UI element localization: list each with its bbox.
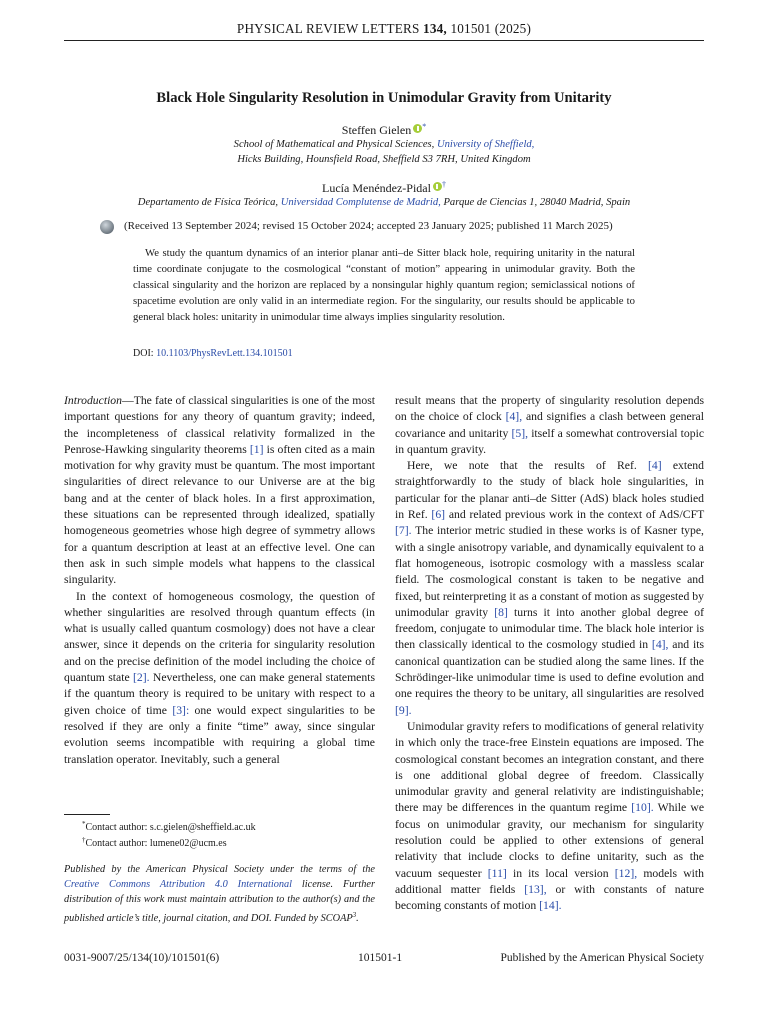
left-column	[64, 393, 375, 768]
reference-link[interactable]: [5],	[511, 426, 529, 440]
paragraph-text: —The fate of classical singularities is one of the most important questions for any theory of quantum gravity; indeed, the incompleteness of classical relativity formalized in the Penrose-Hawking singularity theorems	[64, 394, 375, 456]
right-column	[395, 393, 704, 915]
paragraph-text: While we focus on unimodular gravity, our mechanism for singularity resolution could be applied to other extensions of general relativity that include clocks to define unitarity, such as the vacuum sequester	[395, 801, 705, 880]
reference-link[interactable]: [14].	[539, 899, 562, 913]
article-number: 101501 (2025)	[450, 21, 532, 36]
paragraph-text: turns it into another global degree of freedom, conjugate to unimodular time. The black hole interior is then classically identical to the cosmology studied in	[395, 605, 705, 652]
paragraph-text: Unimodular gravity refers to modifications of general relativity in which only the trace-free Einstein equations are imposed. The cosmological constant becomes an integration constant, and there is one additional global degree of freedom. Classically unimodular gravity and general relativity are indistinguishable; there may be differences in the quantum regime	[395, 719, 704, 815]
author-1	[64, 122, 704, 138]
paragraph	[395, 393, 704, 458]
affiliation-link[interactable]: Universidad Complutense de Madrid,	[280, 197, 441, 208]
footnote-mark: †	[82, 836, 86, 844]
paragraph-text: In the context of homogeneous cosmology, the question of whether singularities are resolved through quantum effects (in what is usually called quantum cosmology) does not have a clear answer, since it depends on the criteria for singularity resolution and on the precise definition of the model including the choice of quantum state	[64, 589, 375, 685]
paragraph	[64, 589, 375, 768]
reference-link[interactable]: [3]:	[172, 703, 190, 717]
paragraph-text: and signifies a clash between general covariance and unitarity	[395, 410, 704, 440]
footnote-text: Contact author: s.c.gielen@sheffield.ac.uk	[85, 822, 256, 833]
crossmark-icon[interactable]	[100, 220, 114, 234]
paragraph-text: and its canonical quantization can be studied along the same lines. If the Schrödinger-like unimodular time is used to define evolution and one requires the theory to be unitary, all singularities are resolved	[395, 638, 704, 701]
publication-dates	[100, 218, 660, 238]
license-link[interactable]: Creative Commons Attribution 4.0 International	[64, 879, 293, 891]
reference-link[interactable]: [4]	[647, 459, 662, 473]
abstract: We study the quantum dynamics of an interior planar anti–de Sitter black hole, requiring unitarity in the natural time coordinate conjugate to the cosmological “constant of motion” appearing in unimodular gravity. Both the classical singularity and the horizon are replaced by a nonsingular highly quantum region; semiclassical notions of spacetime evolution are only valid in an intermediate region. For the singularity, our results should be applicable to general black holes: unitarity in unimodular time always implies singularity resolution.	[133, 247, 635, 323]
paragraph	[395, 719, 704, 915]
reference-link[interactable]: [6]	[431, 508, 446, 522]
affiliation-text: Departamento de Física Teórica,	[137, 197, 279, 208]
journal-volume: 134,	[423, 21, 447, 36]
paragraph-text: in its local version	[512, 866, 609, 880]
footnote-rule	[64, 814, 110, 815]
author-footnote-mark[interactable]: *	[422, 122, 427, 131]
doi-line	[133, 348, 293, 359]
reference-link[interactable]: [7].	[395, 524, 412, 538]
orcid-icon[interactable]	[413, 124, 422, 133]
paragraph-text: Nevertheless, one can make general statements if the quantum theory is required to be unitary with respect to a given choice of time	[64, 671, 375, 717]
author-footnote-mark[interactable]: †	[441, 180, 446, 189]
reference-link[interactable]: [12],	[614, 866, 638, 880]
journal-name: PHYSICAL REVIEW LETTERS	[236, 21, 420, 36]
paragraph	[395, 458, 704, 719]
paper-title: Black Hole Singularity Resolution in Unimodular Gravity from Unitarity	[156, 90, 612, 106]
author-name: Steffen Gielen	[341, 123, 412, 137]
paragraph-text: The interior metric studied in these works is of Kasner type, with a single anisotropy variable, and dynamically equivalent to a flat homogeneous, isotropic cosmology with a massless scalar field. The cosmological constant is taken to be negative and fixed, but reinterpreting it as a constant of motion as suggested by unimodular gravity	[395, 524, 704, 619]
reference-link[interactable]: [10].	[631, 801, 654, 815]
journal-header	[64, 21, 704, 37]
reference-link[interactable]: [4],	[505, 410, 523, 424]
affiliation-link[interactable]: University of Sheffield,	[436, 139, 535, 150]
paragraph-text: and related previous work in the context of AdS/CFT	[448, 508, 704, 522]
reference-link[interactable]: [11]	[487, 866, 507, 880]
affiliation-address: Hicks Building, Hounsfield Road, Sheffield S3 7RH, United Kingdom	[237, 154, 531, 165]
paragraph-text: or with constants of nature becoming constants of motion	[395, 882, 705, 913]
doi-label: DOI:	[133, 348, 154, 359]
license-text: license. Further distribution of this work must maintain attribution to the author(s) and the published article’s title, journal citation, and DOI. Funded by SCOAP	[64, 879, 375, 924]
paragraph-text: is often cited as a main motivation for why gravity must be quantum. The most important singularities of direct relevance to our Universe are at the big bang and at the center of black holes. In a first approximation, these situations can be represented through idealized, spatially homogeneous geometries whose high degree of symmetry allows for a quantum description at least at an effective level. One can then ask in such simple models what happens to the classical singularity.	[64, 442, 376, 587]
paragraph-text: one would expect singularities to be resolved if they are only a finite “time” away, since singular evolution seems incompatible with requiring a global time translation operator. Inevitably, such a general	[64, 703, 376, 766]
footer-publisher: Published by the American Physical Society	[500, 952, 704, 964]
affiliation-address: Parque de Ciencias 1, 28040 Madrid, Spain	[443, 197, 631, 208]
doi-link[interactable]: 10.1103/PhysRevLett.134.101501	[156, 348, 293, 359]
license-text: Published by the American Physical Society under the terms of the	[64, 864, 375, 875]
footnote-mark: *	[82, 820, 86, 828]
footnote-2	[82, 836, 227, 849]
footer-issn: 0031-9007/25/134(10)/101501(6)	[64, 952, 220, 964]
reference-link[interactable]: [1]	[249, 442, 264, 456]
footnote-1	[82, 820, 256, 833]
section-label: Introduction	[64, 394, 122, 407]
license-notice	[64, 862, 375, 926]
paragraph-text: extend straightforwardly to the study of black hole singularities, in particular for the planar anti–de Sitter (AdS) black holes studied in Ref.	[395, 459, 704, 522]
license-text: .	[356, 912, 359, 924]
affiliation-1	[64, 137, 704, 167]
author-2	[64, 180, 704, 196]
reference-link[interactable]: [4],	[651, 638, 669, 652]
paragraph-text: Here, we note that the results of Ref.	[407, 459, 637, 473]
paragraph-text: models with additional matter fields	[395, 866, 704, 896]
affiliation-text: School of Mathematical and Physical Sciences,	[233, 139, 435, 150]
dates-text: (Received 13 September 2024; revised 15 October 2024; accepted 23 January 2025; published 11 March 2025)	[124, 220, 613, 232]
footnote-text: Contact author: lumene02@ucm.es	[85, 838, 227, 849]
affiliation-2	[64, 195, 704, 210]
paragraph	[64, 393, 375, 589]
reference-link[interactable]: [13],	[524, 882, 547, 896]
header-rule	[64, 40, 704, 41]
author-name: Lucía Menéndez-Pidal	[322, 181, 431, 195]
paragraph-text: itself a somewhat controversial topic in quantum gravity.	[395, 426, 705, 456]
license-sup: 3	[352, 910, 357, 919]
orcid-icon[interactable]	[433, 182, 442, 191]
reference-link[interactable]: [2].	[133, 671, 150, 685]
footer-page-number: 101501-1	[358, 952, 403, 964]
reference-link[interactable]: [8]	[494, 605, 508, 619]
paragraph-text: result means that the property of singularity resolution depends on the choice of clock	[395, 394, 704, 424]
reference-link[interactable]: [9].	[395, 703, 412, 717]
